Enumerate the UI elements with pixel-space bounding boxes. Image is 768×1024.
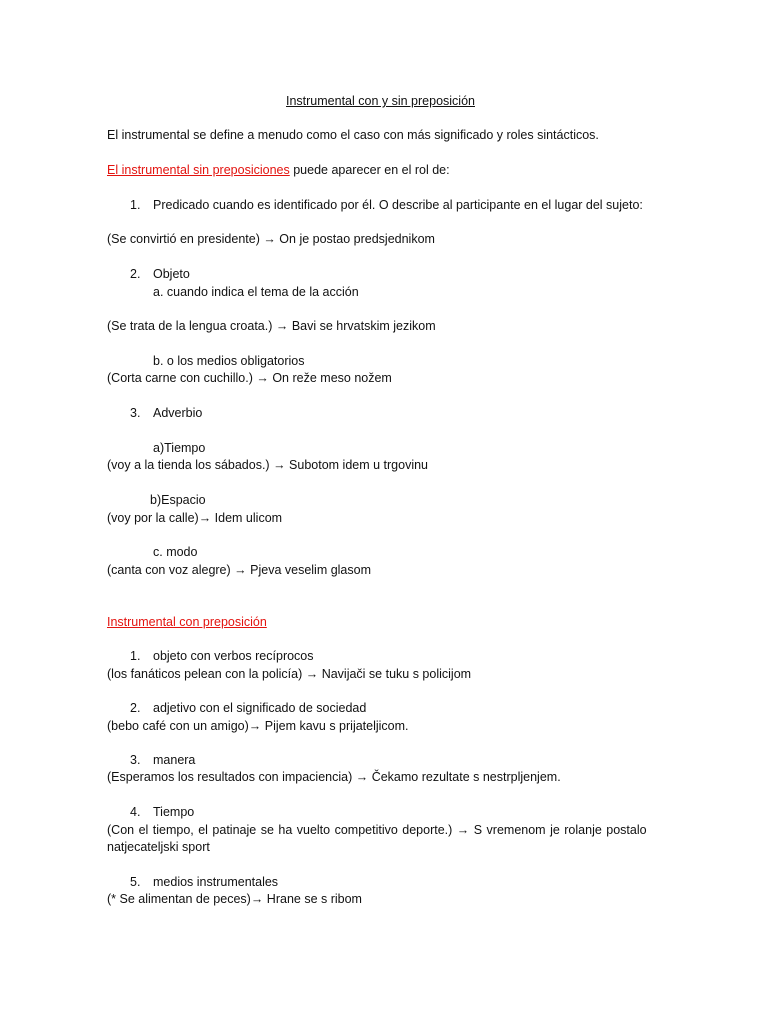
example-line: (voy por la calle)→ Idem ulicom	[107, 511, 283, 525]
example-line: (bebo café con un amigo)→ Pijem kavu s prijateljicom.	[107, 719, 409, 733]
list-number: 1.	[130, 198, 141, 212]
list-item-text: objeto con verbos recíprocos	[153, 649, 314, 663]
list-item	[130, 197, 643, 213]
list-number: 3.	[130, 406, 141, 420]
list-item	[130, 804, 194, 820]
sub-item: a. cuando indica el tema de la acción	[153, 285, 359, 299]
sub-item: b. o los medios obligatorios	[153, 354, 305, 368]
list-item-text: medios instrumentales	[153, 875, 279, 889]
example-line: (Corta carne con cuchillo.) → On reže meso nožem	[107, 371, 392, 385]
example-line: (Con el tiempo, el patinaje se ha vuelto competitivo deporte.) → S vremenom je rolanje postalo	[107, 823, 647, 837]
list-number: 1.	[130, 649, 141, 663]
example-line: (canta con voz alegre) → Pjeva veselim glasom	[107, 563, 372, 577]
example-line: (los fanáticos pelean con la policía) → Navijači se tuku s policijom	[107, 667, 472, 681]
list-number: 5.	[130, 875, 141, 889]
list-item-text: adjetivo con el significado de sociedad	[153, 701, 367, 715]
list-number: 2.	[130, 701, 141, 715]
list-item	[130, 752, 195, 768]
sub-item: c. modo	[153, 545, 198, 559]
example-line: (voy a la tienda los sábados.) → Subotom idem u trgovinu	[107, 458, 429, 472]
example-line: (Esperamos los resultados con impaciencia) → Čekamo rezultate s nestrpljenjem.	[107, 770, 561, 784]
list-item-text: Objeto	[153, 267, 190, 281]
list-item	[130, 874, 278, 890]
list-item	[130, 405, 202, 421]
section2-heading: Instrumental con preposición	[107, 615, 267, 629]
example-line-continued: natjecateljski sport	[107, 840, 210, 854]
section1-heading	[107, 162, 450, 178]
list-item	[130, 648, 314, 664]
page-title: Instrumental con y sin preposición	[286, 94, 475, 108]
list-number: 4.	[130, 805, 141, 819]
list-number: 3.	[130, 753, 141, 767]
list-item	[130, 266, 190, 282]
list-item-text: Adverbio	[153, 406, 203, 420]
sub-item: b)Espacio	[150, 493, 206, 507]
example-line: (* Se alimentan de peces)→ Hrane se s ribom	[107, 892, 362, 906]
list-item-text: Tiempo	[153, 805, 195, 819]
list-number: 2.	[130, 267, 141, 281]
example-line: (Se convirtió en presidente) → On je postao predsjednikom	[107, 232, 435, 246]
intro-paragraph: El instrumental se define a menudo como el caso con más significado y roles sintácticos.	[107, 128, 599, 142]
example-line: (Se trata de la lengua croata.) → Bavi se hrvatskim jezikom	[107, 319, 436, 333]
list-item-text: manera	[153, 753, 196, 767]
list-item	[130, 700, 366, 716]
list-item-text: Predicado cuando es identificado por él. O describe al participante en el lugar del sujeto:	[153, 198, 643, 212]
section1-heading-highlight: El instrumental sin preposiciones	[107, 163, 290, 177]
section1-heading-rest: puede aparecer en el rol de:	[289, 163, 450, 177]
sub-item: a)Tiempo	[153, 441, 206, 455]
